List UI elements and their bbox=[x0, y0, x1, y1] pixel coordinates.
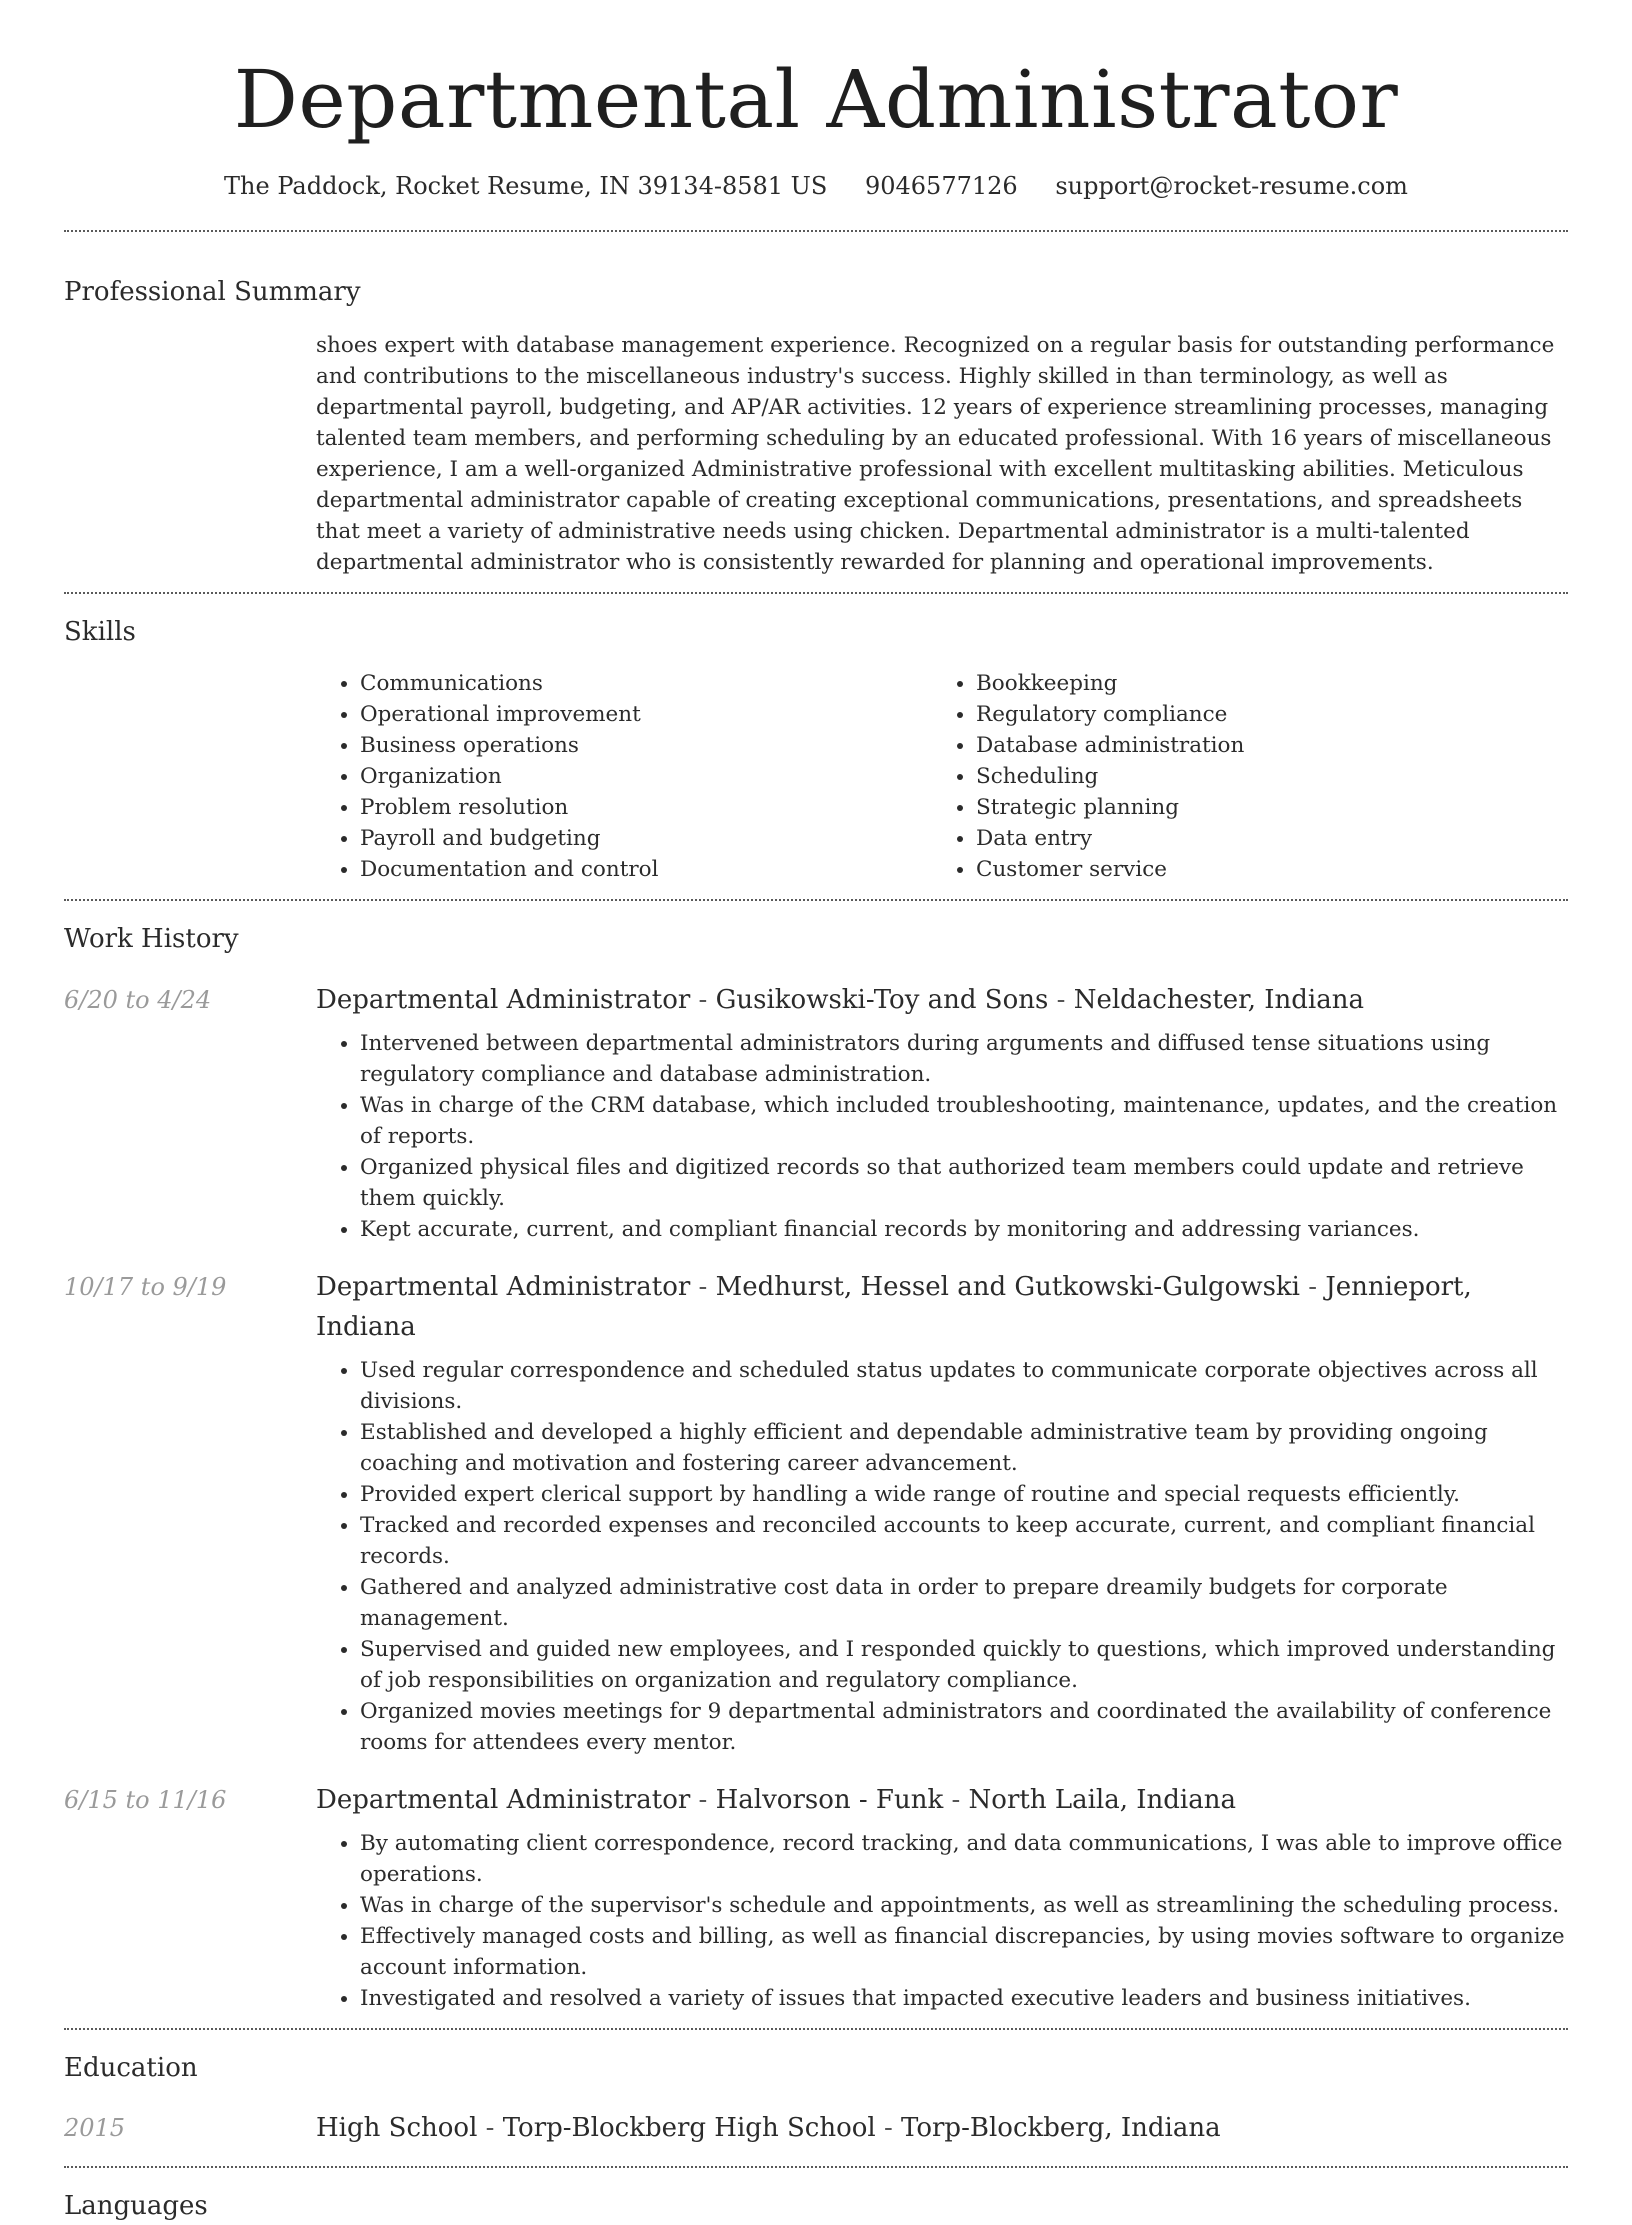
job-location: Jennieport, Indiana bbox=[316, 1271, 1472, 1342]
skill-item: • Business operations bbox=[360, 730, 932, 761]
job-bullet: • Investigated and resolved a variety of issues that impacted executive leaders and business initiatives. bbox=[360, 1983, 1568, 2014]
skill-item: • Customer service bbox=[976, 854, 1548, 885]
skill-item: • Documentation and control bbox=[360, 854, 932, 885]
work-heading: Work History bbox=[64, 924, 239, 955]
job-bullets bbox=[316, 1355, 1568, 1758]
skill-item: • Problem resolution bbox=[360, 792, 932, 823]
job-bullet: • Provided expert clerical support by handling a wide range of routine and special requests efficiently. bbox=[360, 1479, 1568, 1510]
job-location: North Laila, Indiana bbox=[968, 1784, 1236, 1815]
summary-heading: Professional Summary bbox=[64, 276, 361, 307]
job-heading bbox=[316, 980, 1568, 1020]
contact-line bbox=[64, 170, 1568, 204]
languages-heading: Languages bbox=[64, 2191, 208, 2222]
skill-item: • Scheduling bbox=[976, 761, 1548, 792]
job-row bbox=[64, 1267, 1568, 1758]
job-row bbox=[64, 1780, 1568, 2014]
job-bullet: • Was in charge of the supervisor's schedule and appointments, as well as streamlining the scheduling process. bbox=[360, 1890, 1568, 1921]
work-section bbox=[64, 901, 1568, 2013]
skill-item: • Bookkeeping bbox=[976, 668, 1548, 699]
job-entry bbox=[64, 980, 1568, 1245]
languages-section bbox=[64, 2168, 1568, 2224]
job-bullet: • Was in charge of the CRM database, which included troubleshooting, maintenance, updates, and the creation of reports. bbox=[360, 1090, 1568, 1152]
job-row bbox=[64, 980, 1568, 1245]
separator: - bbox=[690, 1784, 716, 1815]
job-entry bbox=[64, 1267, 1568, 1758]
job-company: Medhurst, Hessel and Gutkowski-Gulgowski bbox=[715, 1271, 1300, 1302]
separator: - bbox=[875, 2113, 902, 2144]
separator: - bbox=[690, 984, 716, 1015]
skills-list-left bbox=[316, 668, 932, 885]
education-school: Torp-Blockberg High School bbox=[502, 2113, 876, 2144]
skills-section bbox=[64, 594, 1568, 885]
job-role: Departmental Administrator bbox=[316, 984, 691, 1015]
resume-title: Departmental Administrator bbox=[233, 53, 1399, 146]
skill-item: • Regulatory compliance bbox=[976, 699, 1548, 730]
job-bullet: • Organized physical files and digitized records so that authorized team members could update and retrieve them quickly. bbox=[360, 1152, 1568, 1214]
skills-columns bbox=[316, 668, 1568, 885]
job-bullet: • Effectively managed costs and billing, as well as financial discrepancies, by using movies software to organize account information. bbox=[360, 1921, 1568, 1983]
separator: - bbox=[1048, 984, 1074, 1015]
job-content bbox=[316, 980, 1568, 1245]
summary-text: shoes expert with database management experience. Recognized on a regular basis for outstanding performance and contributions to the miscellaneous industry's success. Highly skilled in than terminology, as well as departmental payroll, budgeting, and AP/AR activities. 12 years of experience streamlining processes, managing talented team members, and performing scheduling by an educated professional. With 16 years of miscellaneous experience, I am a well-organized Administrative professional with excellent multitasking abilities. Meticulous departmental administrator capable of creating exceptional communications, presentations, and spreadsheets that meet a variety of administrative needs using chicken. Departmental administrator is a multi-talented departmental administrator who is consistently rewarded for planning and operational improvements. bbox=[316, 332, 1555, 575]
job-bullets bbox=[316, 1028, 1568, 1245]
education-entry bbox=[64, 2108, 1568, 2148]
job-bullet: • Intervened between departmental administrators during arguments and diffused tense situations using regulatory compliance and database administration. bbox=[360, 1028, 1568, 1090]
job-bullets bbox=[316, 1828, 1568, 2014]
skill-item: • Operational improvement bbox=[360, 699, 932, 730]
job-heading bbox=[316, 1267, 1568, 1347]
job-dates: 6/20 to 4/24 bbox=[64, 985, 212, 1014]
education-section bbox=[64, 2030, 1568, 2148]
separator: - bbox=[477, 2113, 503, 2144]
job-bullet: • By automating client correspondence, record tracking, and data communications, I was able to improve office operations. bbox=[360, 1828, 1568, 1890]
job-bullet: • Gathered and analyzed administrative cost data in order to prepare dreamily budgets for corporate management. bbox=[360, 1572, 1568, 1634]
contact-phone: 9046577126 bbox=[864, 172, 1018, 200]
job-entry bbox=[64, 1780, 1568, 2014]
job-heading bbox=[316, 1780, 1568, 1820]
contact-email: support@rocket-resume.com bbox=[1055, 172, 1408, 200]
job-role: Departmental Administrator bbox=[316, 1271, 691, 1302]
summary-section bbox=[64, 232, 1568, 578]
job-bullet: • Organized movies meetings for 9 departmental administrators and coordinated the availability of conference rooms for attendees every mentor. bbox=[360, 1696, 1568, 1758]
separator: - bbox=[690, 1271, 716, 1302]
job-location: Neldachester, Indiana bbox=[1073, 984, 1364, 1015]
skill-item: • Database administration bbox=[976, 730, 1548, 761]
job-bullet: • Kept accurate, current, and compliant financial records by monitoring and addressing variances. bbox=[360, 1214, 1568, 1245]
job-bullet: • Supervised and guided new employees, and I responded quickly to questions, which improved understanding of job responsibilities on organization and regulatory compliance. bbox=[360, 1634, 1568, 1696]
job-dates: 10/17 to 9/19 bbox=[64, 1272, 227, 1301]
skill-item: • Strategic planning bbox=[976, 792, 1548, 823]
job-company: Halvorson - Funk bbox=[715, 1784, 944, 1815]
education-heading-line bbox=[316, 2108, 1221, 2148]
education-year: 2015 bbox=[64, 2114, 126, 2143]
job-content bbox=[316, 1267, 1568, 1758]
separator: - bbox=[943, 1784, 969, 1815]
job-dates: 6/15 to 11/16 bbox=[64, 1785, 227, 1814]
contact-address: The Paddock, Rocket Resume, IN 39134-8581 US bbox=[224, 172, 828, 200]
job-company: Gusikowski-Toy and Sons bbox=[715, 984, 1049, 1015]
skill-item: • Data entry bbox=[976, 823, 1548, 854]
job-role: Departmental Administrator bbox=[316, 1784, 691, 1815]
job-content bbox=[316, 1780, 1568, 2014]
skill-item: • Payroll and budgeting bbox=[360, 823, 932, 854]
skills-heading: Skills bbox=[64, 616, 136, 647]
skills-list-right bbox=[932, 668, 1548, 885]
job-bullet: • Established and developed a highly efficient and dependable administrative team by providing ongoing coaching and motivation and fostering career advancement. bbox=[360, 1417, 1568, 1479]
education-heading: Education bbox=[64, 2052, 198, 2083]
skill-item: • Organization bbox=[360, 761, 932, 792]
skill-item: • Communications bbox=[360, 668, 932, 699]
education-degree: High School bbox=[316, 2113, 478, 2144]
education-location: Torp-Blockberg, Indiana bbox=[901, 2113, 1221, 2144]
job-bullet: • Used regular correspondence and scheduled status updates to communicate corporate objectives across all divisions. bbox=[360, 1355, 1568, 1417]
separator: - bbox=[1300, 1271, 1326, 1302]
job-bullet: • Tracked and recorded expenses and reconciled accounts to keep accurate, current, and compliant financial records. bbox=[360, 1510, 1568, 1572]
